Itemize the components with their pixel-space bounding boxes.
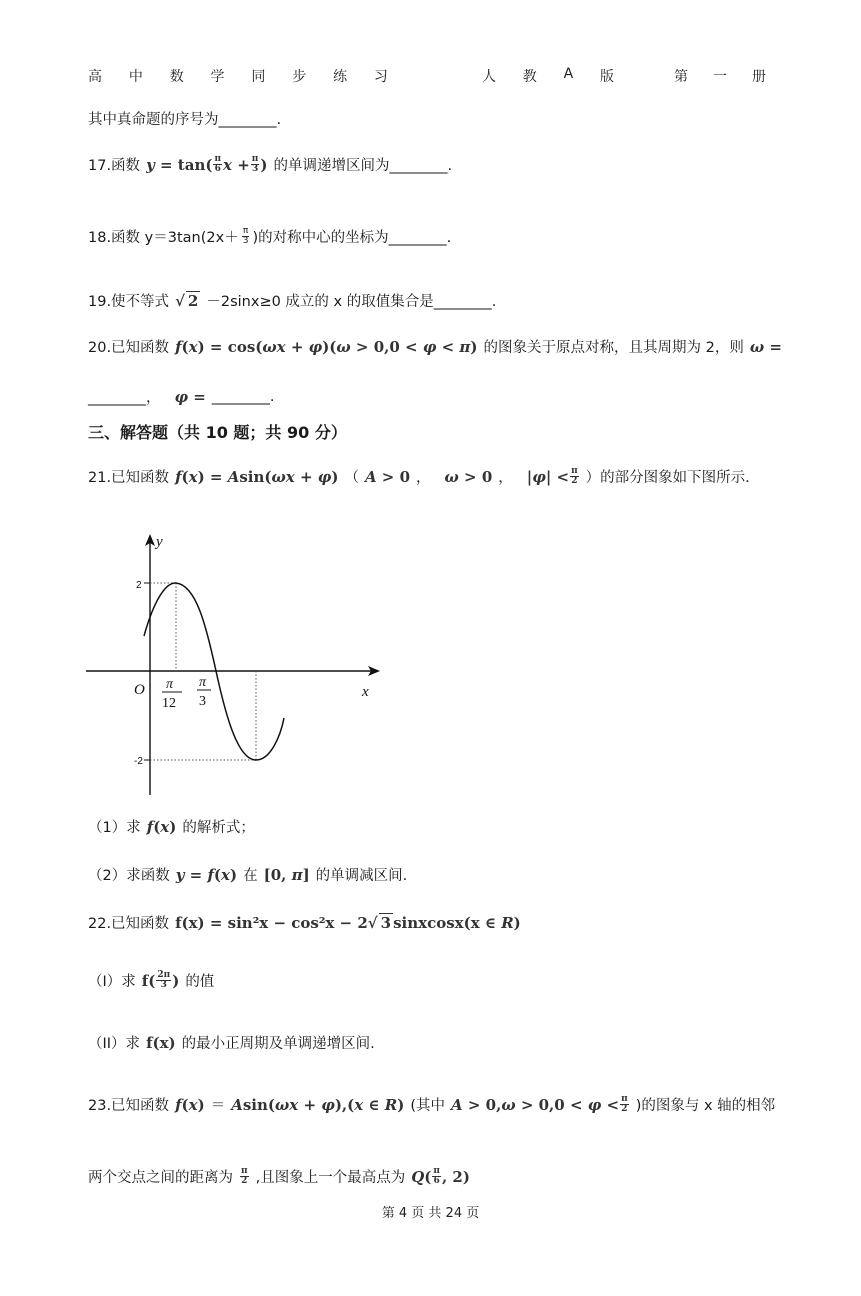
header-char: 中 xyxy=(128,69,143,85)
y-max-label: 2 xyxy=(136,580,142,591)
fx-symbol: f(x) xyxy=(146,1033,176,1052)
q23-mid: (其中 xyxy=(410,1098,445,1114)
q21-sep: ， xyxy=(498,470,513,486)
header-char: 同 xyxy=(251,69,266,85)
q21-part2-c: 的单调减区间. xyxy=(315,868,408,884)
q18-prefix: 18.函数 y＝3tan(2x＋ xyxy=(88,230,239,246)
header-char: 数 xyxy=(169,69,184,85)
q23-formula: A sin( ωx + φ ),( x ∈ R ) xyxy=(231,1095,405,1114)
q19-suffix: －2sinx≥0 成立的 x 的取值集合是________. xyxy=(206,294,497,310)
section-title: 三、解答题（共 10 题；共 90 分） xyxy=(88,423,347,442)
question-21 xyxy=(88,466,750,487)
q21-suffix: ）的部分图象如下图所示. xyxy=(585,470,750,486)
q22-part2-b: 的最小正周期及单调递增区间. xyxy=(181,1036,375,1052)
q21-part2 xyxy=(88,864,407,885)
fx-symbol: f ( x ) xyxy=(146,817,177,836)
q21-sep: ， xyxy=(416,470,431,486)
q22-part1-b: 的值 xyxy=(185,974,215,990)
header-char: 第 xyxy=(674,69,688,85)
q22-prefix: 22.已知函数 xyxy=(88,916,170,932)
q21-cond-phi: | φ | < $\frac{\pi}{2}$ xyxy=(526,466,578,486)
y-axis-label: y xyxy=(156,534,163,550)
q22-part1 xyxy=(88,970,214,991)
q21-part1-a: （1）求 xyxy=(88,820,141,836)
question-23-line2 xyxy=(88,1166,476,1187)
header-char: 教 xyxy=(522,69,537,85)
sine-graph xyxy=(84,530,394,800)
f-2pi-3: f( $\frac{2\pi}{3}$ ) xyxy=(141,970,180,990)
q22-formula: f(x) = sin²x − cos²x − 2 √ 3 sinxcosx(x ∈ R ) xyxy=(175,913,521,932)
q23-eq: ＝ xyxy=(210,1098,226,1114)
q17-prefix: 17.函数 xyxy=(88,158,141,174)
question-20 xyxy=(88,336,788,357)
x-axis-label: x xyxy=(362,684,369,700)
fx-symbol: f ( x ) xyxy=(175,1095,205,1114)
header-edition xyxy=(482,66,614,86)
q22-part2-a: （II）求 xyxy=(88,1036,141,1052)
omega-eq: ω = xyxy=(749,337,782,356)
header-volume xyxy=(674,66,766,86)
q21-paren: （ xyxy=(344,470,359,486)
tick2-num: π xyxy=(199,675,207,690)
header-course xyxy=(88,66,388,86)
q23-line2-a: 两个交点之间的距离为 xyxy=(88,1170,233,1186)
question-20-line2 xyxy=(88,386,274,407)
q21-cond-a: A > 0 xyxy=(364,467,411,486)
interval-0-pi: [0, π ] xyxy=(263,865,310,884)
header-char: 人 xyxy=(482,69,496,85)
q18-suffix: )的对称中心的坐标为________. xyxy=(252,230,452,246)
header-char: 练 xyxy=(333,69,348,85)
y-min-label: -2 xyxy=(134,756,143,767)
pi-over-2: $\frac{\pi}{2}$ xyxy=(241,1166,248,1186)
header-char: 版 xyxy=(599,69,614,85)
question-17 xyxy=(88,154,452,175)
header-char: 一 xyxy=(713,69,727,85)
header-char: 学 xyxy=(210,69,225,85)
q17-suffix: 的单调递增区间为________. xyxy=(273,158,453,174)
tick2-den: 3 xyxy=(199,694,206,709)
header-char: 册 xyxy=(752,69,766,85)
q23-conditions: A > 0, ω > 0,0 < φ < $\frac{\pi}{2}$ xyxy=(451,1094,628,1114)
q21-prefix: 21.已知函数 xyxy=(88,470,170,486)
question-19 xyxy=(88,290,496,311)
header-char: 高 xyxy=(88,69,102,85)
q20-formula: f ( x ) = cos( ωx + φ )( ω > 0,0 < φ < π ) xyxy=(175,337,478,356)
phi-eq: φ = xyxy=(174,387,206,406)
header-char: A xyxy=(563,66,574,82)
q20-blank-omega: ________， xyxy=(88,390,161,406)
q18-fraction: $\frac{\pi}{3}$ xyxy=(242,226,249,246)
page-footer: 第 4 页 共 24 页 xyxy=(381,1206,480,1221)
q21-part2-a: （2）求函数 xyxy=(88,868,170,884)
q22-part2 xyxy=(88,1032,375,1053)
q20-prefix: 20.已知函数 xyxy=(88,340,170,356)
q19-prefix: 19.使不等式 xyxy=(88,294,170,310)
page-header xyxy=(88,66,778,86)
y-eq-fx: y = f ( x ) xyxy=(175,865,238,884)
origin-label: O xyxy=(134,682,145,698)
q17-formula: y = tan( $\frac{\pi}{6}$ x + $\frac{\pi}{3}$ ) xyxy=(146,154,268,174)
question-23 xyxy=(88,1094,775,1115)
q21-formula: f ( x ) = A sin( ωx + φ ) xyxy=(175,467,339,486)
sqrt-2: √ 2 xyxy=(175,291,199,310)
q21-part2-b: 在 xyxy=(243,868,258,884)
q16-tail: 其中真命题的序号为________. xyxy=(88,112,282,128)
tick1-num: π xyxy=(166,677,174,692)
q23-suffix: )的图象与 x 轴的相邻 xyxy=(635,1098,776,1114)
q21-cond-omega: ω > 0 xyxy=(444,467,493,486)
question-22 xyxy=(88,912,527,933)
q23-line2-b: ,且图象上一个最高点为 xyxy=(255,1170,406,1186)
q21-part1-b: 的解析式； xyxy=(182,820,255,836)
q22-part1-a: （I）求 xyxy=(88,974,136,990)
q20-blank-phi: ________. xyxy=(211,388,275,405)
header-char: 步 xyxy=(292,69,307,85)
header-char: 习 xyxy=(373,69,388,85)
q21-part1 xyxy=(88,816,255,837)
question-18 xyxy=(88,226,451,247)
tick1-den: 12 xyxy=(162,696,176,711)
q20-suffix: 的图象关于原点对称，且其周期为 2，则 xyxy=(483,340,744,356)
point-q: Q ( $\frac{\pi}{6}$ , 2) xyxy=(411,1166,470,1186)
q23-prefix: 23.已知函数 xyxy=(88,1098,170,1114)
